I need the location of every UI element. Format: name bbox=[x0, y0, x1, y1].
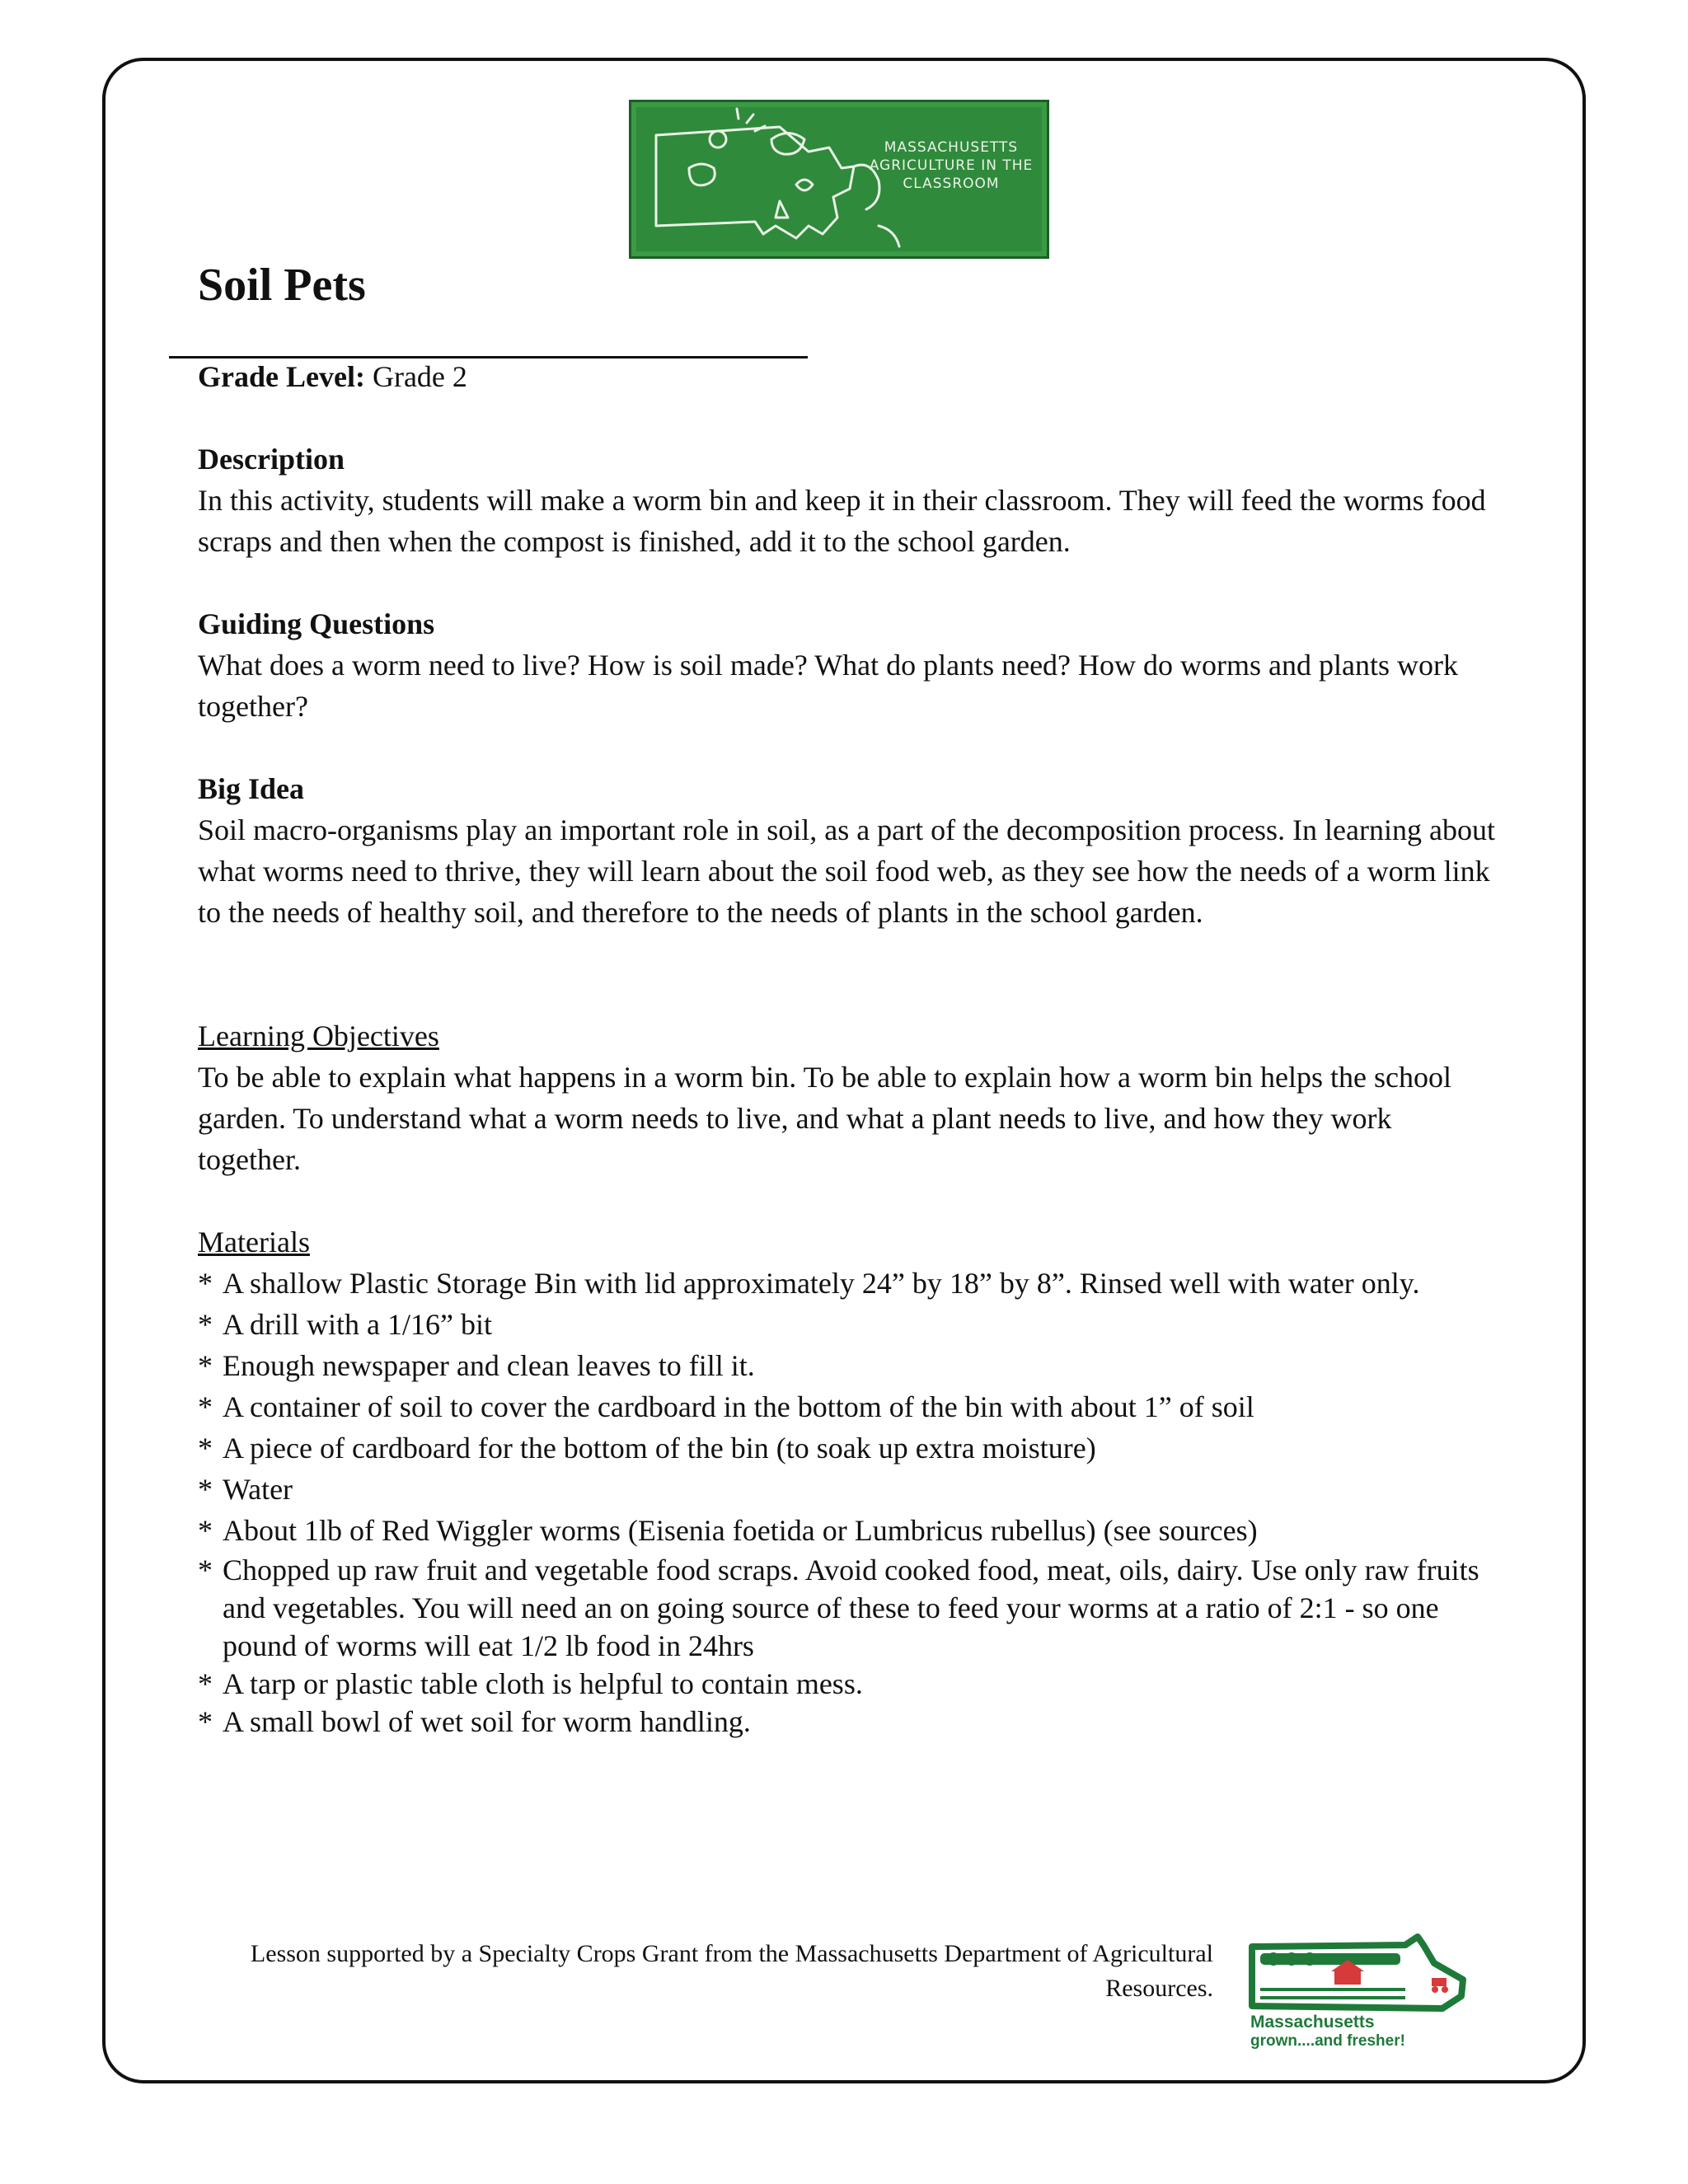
guiding-questions-heading: Guiding Questions bbox=[198, 607, 435, 640]
grade-level-value: Grade 2 bbox=[372, 360, 467, 393]
list-item: * A shallow Plastic Storage Bin with lid approximately 24” by 18” by 8”. Rinsed well with water only. bbox=[198, 1263, 1500, 1304]
list-item: * Water bbox=[198, 1469, 1500, 1510]
learning-objectives-section bbox=[198, 1015, 1500, 1180]
big-idea-body: Soil macro-organisms play an important role in soil, as a part of the decomposition process. In learning about what worms need to thrive, they will learn about the soil food web, as they see how the needs of a worm link to the needs of healthy soil, and therefore to the needs of plants in the school garden. bbox=[198, 813, 1495, 929]
description-section bbox=[198, 438, 1500, 562]
massachusetts-grown-logo bbox=[1240, 1930, 1488, 2054]
list-item: * A small bowl of wet soil for worm handling. bbox=[198, 1703, 1500, 1741]
list-item: * A piece of cardboard for the bottom of the bin (to soak up extra moisture) bbox=[198, 1427, 1500, 1469]
list-item: * A tarp or plastic table cloth is helpful to contain mess. bbox=[198, 1665, 1500, 1703]
materials-heading: Materials bbox=[198, 1226, 310, 1258]
guiding-questions-body: What does a worm need to live? How is soil made? What do plants need? How do worms and plants work together? bbox=[198, 649, 1458, 723]
learning-objectives-heading: Learning Objectives bbox=[198, 1019, 439, 1052]
grade-level-label: Grade Level: bbox=[198, 360, 365, 393]
grant-acknowledgement: Lesson supported by a Specialty Crops Grant from the Massachusetts Department of Agricultural Resources. bbox=[250, 1940, 1213, 2002]
grade-level bbox=[198, 356, 1500, 397]
guiding-questions-section bbox=[198, 603, 1500, 727]
description-heading: Description bbox=[198, 443, 345, 476]
page-title: Soil Pets bbox=[198, 260, 366, 311]
big-idea-heading: Big Idea bbox=[198, 772, 305, 805]
logo-line-2: grown....and fresher! bbox=[1250, 2032, 1405, 2050]
materials-section bbox=[198, 1221, 1500, 1741]
logo-caption: MASSACHUSETTS AGRICULTURE IN THE CLASSROOM bbox=[869, 139, 1034, 192]
list-item: * Enough newspaper and clean leaves to fill it. bbox=[198, 1345, 1500, 1386]
massachusetts-grown-icon bbox=[1240, 1930, 1488, 2021]
ma-agriculture-classroom-logo bbox=[629, 100, 1049, 259]
list-item: * About 1lb of Red Wiggler worms (Eisenia foetida or Lumbricus rubellus) (see sources) bbox=[198, 1510, 1500, 1551]
list-item: * A drill with a 1/16” bit bbox=[198, 1304, 1500, 1345]
description-body: In this activity, students will make a worm bin and keep it in their classroom. They will feed the worms food scraps and then when the compost is finished, add it to the school garden. bbox=[198, 484, 1486, 558]
materials-list bbox=[198, 1263, 1500, 1741]
logo-line-1: Massachusetts bbox=[1250, 2013, 1375, 2032]
learning-objectives-body: To be able to explain what happens in a worm bin. To be able to explain how a worm bin helps the school garden. To understand what a worm needs to live, and what a plant needs to live, and how they work together. bbox=[198, 1061, 1451, 1176]
list-item: * A container of soil to cover the cardboard in the bottom of the bin with about 1” of soil bbox=[198, 1386, 1500, 1427]
list-item: * Chopped up raw fruit and vegetable food scraps. Avoid cooked food, meat, oils, dairy. Use only raw fruits and vegetables. You will need an on going source of these to feed your worms at a ratio of 2:1 - so one pound of worms will eat 1/2 lb food in 24hrs bbox=[198, 1551, 1500, 1665]
big-idea-section bbox=[198, 768, 1500, 933]
